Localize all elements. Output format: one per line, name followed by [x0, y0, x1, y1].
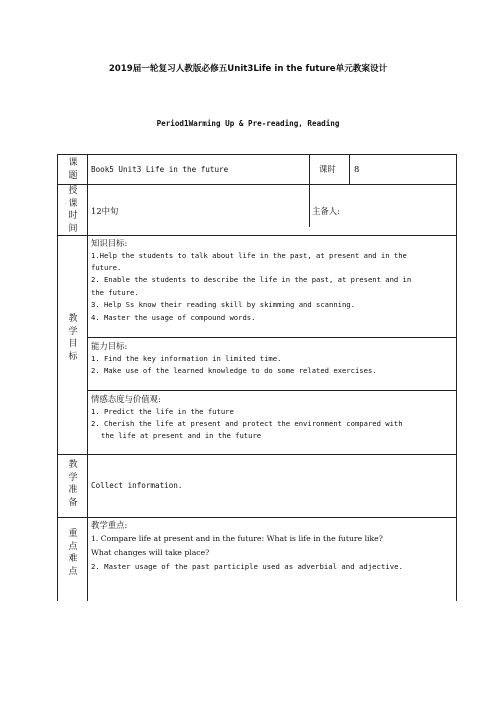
hours-label: 课时 — [319, 164, 336, 174]
knowledge-goals — [91, 237, 453, 324]
knowledge-line: future. — [91, 262, 122, 272]
knowledge-line: 4. Master the usage of compound words. — [91, 312, 256, 322]
row-divider-3 — [58, 454, 456, 455]
emotion-goals — [91, 393, 453, 443]
key-points-content — [91, 519, 453, 574]
period-title: Period1Warming Up & Pre-reading, Reading — [156, 119, 340, 128]
col-divider-mid — [309, 155, 310, 227]
col-divider-hours — [349, 155, 350, 185]
row-divider-1 — [58, 184, 456, 185]
ability-line: 1. Find the key information in limited time. — [91, 353, 282, 363]
key-point-line: 1. Compare life at present and in the future: What is life in the future like? — [91, 533, 383, 543]
teaching-time-value: 12中旬 — [91, 206, 119, 216]
hours-value: 8 — [354, 164, 360, 174]
row-divider-obj-2 — [87, 390, 456, 391]
row-divider-4 — [58, 517, 456, 518]
key-points-heading: 教学重点: — [91, 520, 128, 530]
key-point-line: 2. Master usage of the past participle used as adverbial and adjective. — [91, 561, 403, 571]
course-value: Book5 Unit3 Life in the future — [91, 165, 229, 174]
emotion-heading: 情感态度与价值观: — [91, 394, 161, 404]
preparation-value: Collect information. — [91, 481, 183, 490]
document-title: 2019届一轮复习人教版必修五Unit3Life in the future单元教案设计 — [108, 64, 388, 74]
knowledge-line: 2. Enable the students to describe the life in the past, at present and in — [91, 275, 412, 285]
row-divider-obj-1 — [87, 337, 456, 338]
knowledge-line: 1.Help the students to talk about life in the past, at present and in the — [91, 250, 407, 260]
preparation-label: 教 学 准 备 — [68, 460, 78, 508]
knowledge-line: the future. — [91, 287, 139, 297]
objectives-label: 教 学 目 标 — [68, 314, 78, 362]
key-points-label: 重 点 难 点 — [68, 529, 78, 577]
knowledge-heading: 知识目标: — [91, 238, 128, 248]
emotion-line: the life at present and in the future — [101, 431, 262, 441]
row-divider-2 — [58, 235, 456, 236]
course-label: 课 题 — [68, 158, 78, 181]
teaching-time-label: 授 课 时 间 — [68, 186, 78, 234]
key-point-line: What changes will take place? — [91, 547, 210, 557]
ability-line: 2. Make use of the learned knowledge to do some related exercises. — [91, 365, 377, 375]
lesson-plan-table — [57, 154, 457, 601]
ability-goals — [91, 340, 453, 377]
knowledge-line: 3. Help Ss know their reading skill by skimming and scanning. — [91, 300, 355, 310]
emotion-line: 2. Cherish the life at present and protect the environment compared with — [91, 418, 403, 428]
lead-preparer-label: 主备人: — [312, 206, 340, 216]
ability-heading: 能力目标: — [91, 341, 128, 351]
emotion-line: 1. Predict the life in the future — [91, 406, 234, 416]
